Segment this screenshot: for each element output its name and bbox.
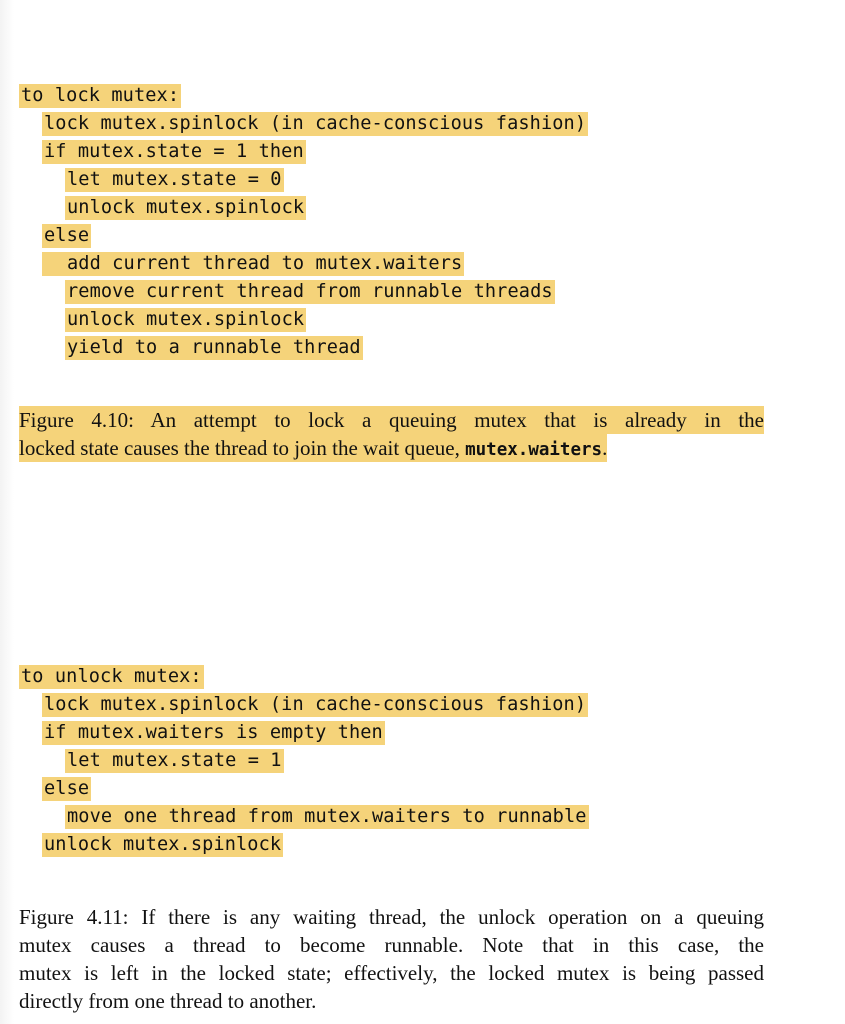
code-line: if mutex.waiters is empty then [44, 722, 383, 743]
caption-text: locked state causes the thread to join the wait queue, [19, 436, 466, 460]
caption-line: mutex is left in the locked state; effectively, the locked mutex is being passed [19, 961, 764, 985]
code-line: else [44, 778, 90, 799]
code-line: to lock mutex: [21, 85, 180, 106]
caption-line: directly from one thread to another. [19, 989, 317, 1013]
caption-period: . [602, 436, 608, 460]
code-line: unlock mutex.spinlock [67, 197, 305, 218]
code-line: lock mutex.spinlock (in cache-conscious fashion) [44, 113, 587, 134]
code-line: add current thread to mutex.waiters [42, 252, 464, 276]
code-line: remove current thread from runnable threads [67, 281, 553, 302]
caption-line: Figure 4.11: If there is any waiting thread, the unlock operation on a queuing [19, 905, 764, 929]
caption-line: Figure 4.10: An attempt to lock a queuing mutex that is already in the [19, 408, 764, 432]
page-edge-shadow [0, 0, 14, 1024]
code-line: unlock mutex.spinlock [44, 834, 282, 855]
code-line: let mutex.state = 0 [67, 169, 282, 190]
code-line: if mutex.state = 1 then [44, 141, 304, 162]
code-line: lock mutex.spinlock (in cache-conscious fashion) [44, 694, 587, 715]
caption-line [19, 434, 607, 462]
code-line: yield to a runnable thread [67, 337, 361, 358]
code-line: move one thread from mutex.waiters to runnable [67, 806, 587, 827]
caption-line: mutex causes a thread to become runnable. Note that in this case, the [19, 933, 764, 957]
code-line: unlock mutex.spinlock [67, 309, 305, 330]
code-line: else [44, 225, 90, 246]
code-line: let mutex.state = 1 [67, 750, 282, 771]
code-line: to unlock mutex: [21, 666, 202, 687]
caption-code: mutex.waiters [465, 440, 603, 460]
